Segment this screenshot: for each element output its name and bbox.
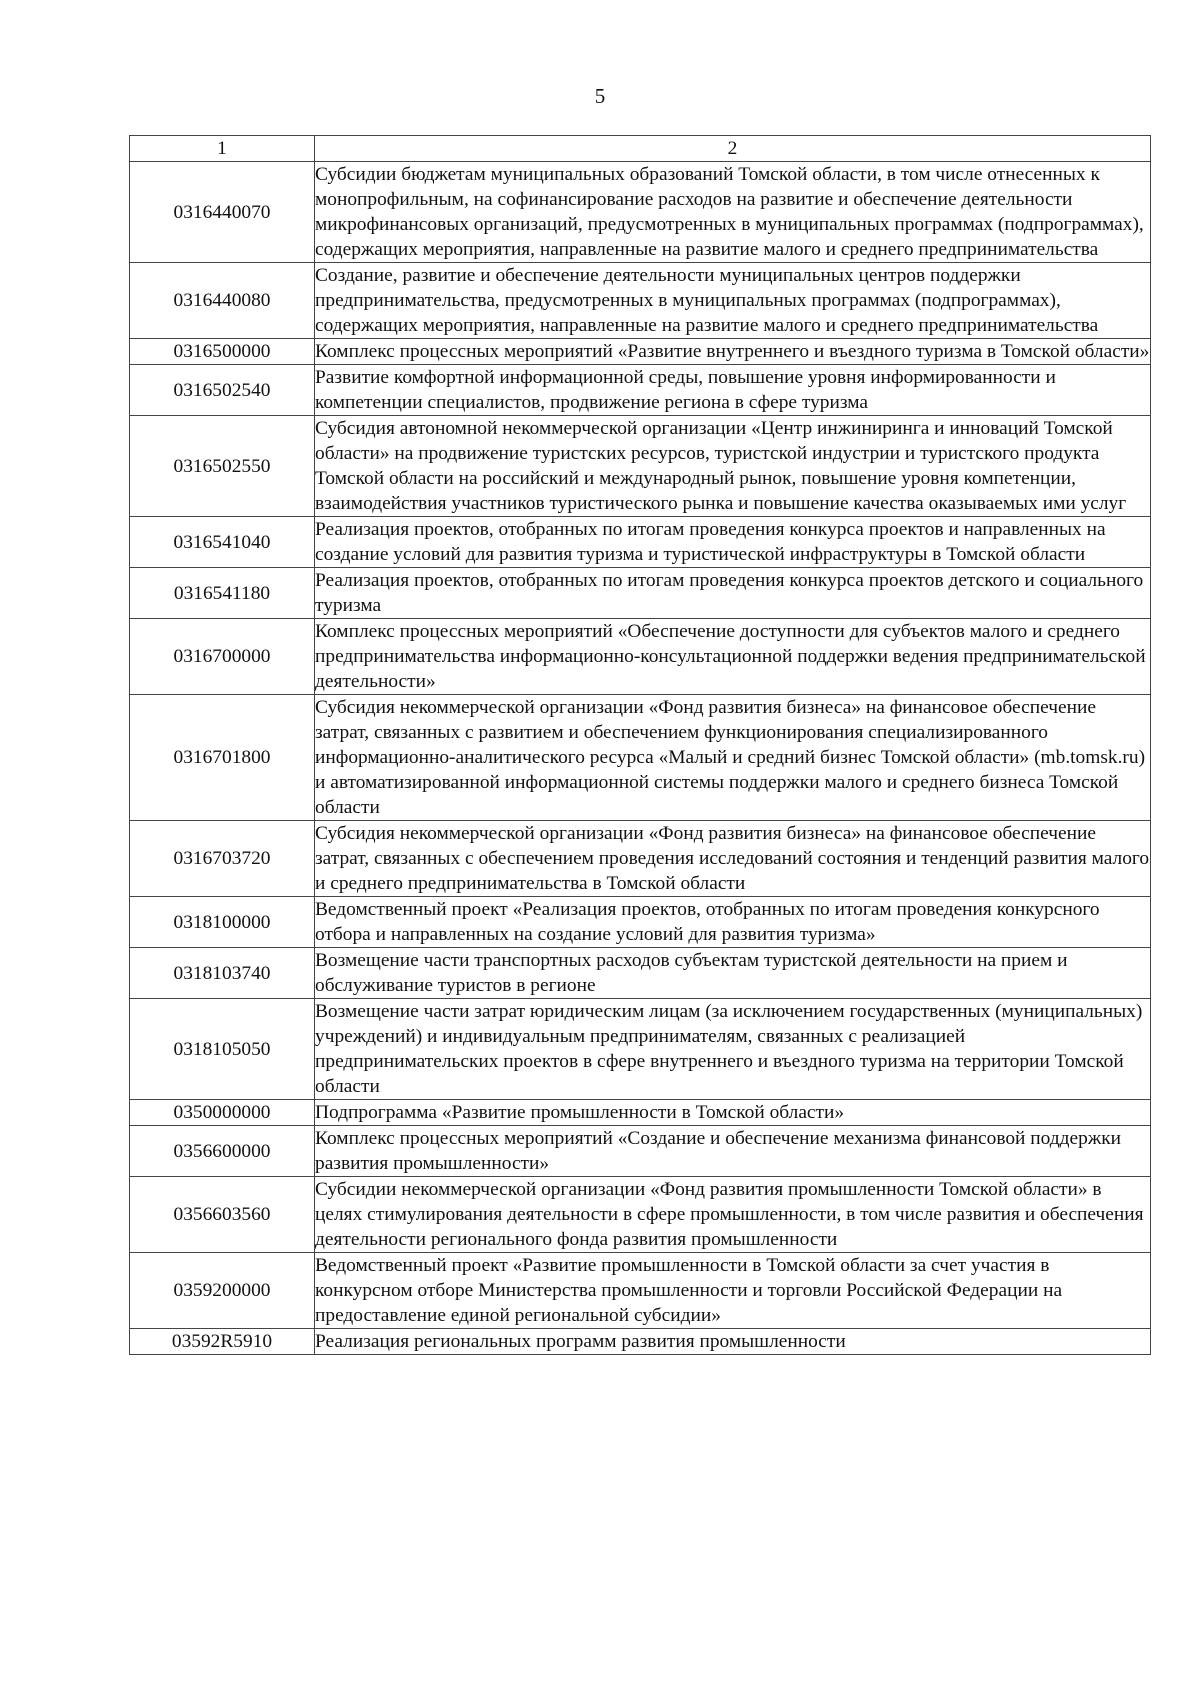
table-row	[130, 517, 1151, 568]
table-row	[130, 897, 1151, 948]
row-description: Субсидии бюджетам муниципальных образований Томской области, в том числе отнесенных к монопрофильным, на софинансирование расходов на развитие и обеспечение деятельности микрофинансовых организаций, предусмотренных в муниципальных программах (подпрограммах), содержащих мероприятия, направленные на развитие малого и среднего предпринимательства	[315, 162, 1151, 263]
table-row	[130, 339, 1151, 365]
table-row	[130, 695, 1151, 821]
row-code: 0316502540	[130, 365, 315, 416]
row-code: 0356600000	[130, 1126, 315, 1177]
row-code: 0318103740	[130, 948, 315, 999]
row-description: Субсидии некоммерческой организации «Фонд развития промышленности Томской области» в целях стимулирования деятельности в сфере промышленности, в том числе развития и обеспечения деятельности регионального фонда развития промышленности	[315, 1177, 1151, 1253]
page-number: 5	[594, 84, 606, 108]
table-row	[130, 1100, 1151, 1126]
row-description: Комплекс процессных мероприятий «Развитие внутреннего и въездного туризма в Томской области»	[315, 339, 1151, 365]
table-row	[130, 1329, 1151, 1355]
table-row	[130, 568, 1151, 619]
row-code: 0316703720	[130, 821, 315, 897]
table-row	[130, 1177, 1151, 1253]
row-code: 0316541180	[130, 568, 315, 619]
row-description: Реализация региональных программ развития промышленности	[315, 1329, 1151, 1355]
row-description: Ведомственный проект «Реализация проектов, отобранных по итогам проведения конкурсного отбора и направленных на создание условий для развития туризма»	[315, 897, 1151, 948]
row-description: Развитие комфортной информационной среды, повышение уровня информированности и компетенции специалистов, продвижение региона в сфере туризма	[315, 365, 1151, 416]
row-code: 0318100000	[130, 897, 315, 948]
row-description: Возмещение части затрат юридическим лицам (за исключением государственных (муниципальных) учреждений) и индивидуальным предпринимателям, связанных с реализацией предпринимательских проектов в сфере внутреннего и въездного туризма на территории Томской области	[315, 999, 1151, 1100]
table-row	[130, 1253, 1151, 1329]
table-row	[130, 999, 1151, 1100]
row-code: 0316502550	[130, 416, 315, 517]
table-row	[130, 1126, 1151, 1177]
row-code: 0316500000	[130, 339, 315, 365]
table-row	[130, 162, 1151, 263]
budget-code-table	[129, 135, 1151, 1355]
row-code: 0316440070	[130, 162, 315, 263]
row-description: Реализация проектов, отобранных по итогам проведения конкурса проектов детского и социального туризма	[315, 568, 1151, 619]
table-row	[130, 263, 1151, 339]
row-description: Субсидия некоммерческой организации «Фонд развития бизнеса» на финансовое обеспечение затрат, связанных с обеспечением проведения исследований состояния и тенденций развития малого и среднего предпринимательства в Томской области	[315, 821, 1151, 897]
row-code: 0359200000	[130, 1253, 315, 1329]
row-code: 0316440080	[130, 263, 315, 339]
row-code: 0350000000	[130, 1100, 315, 1126]
row-code: 0316700000	[130, 619, 315, 695]
row-description: Комплекс процессных мероприятий «Обеспечение доступности для субъектов малого и среднего предпринимательства информационно-консультационной поддержки ведения предпринимательской деятельности»	[315, 619, 1151, 695]
row-code: 0318105050	[130, 999, 315, 1100]
row-code: 03592R5910	[130, 1329, 315, 1355]
table-row	[130, 821, 1151, 897]
row-code: 0356603560	[130, 1177, 315, 1253]
table-row	[130, 619, 1151, 695]
row-description: Комплекс процессных мероприятий «Создание и обеспечение механизма финансовой поддержки развития промышленности»	[315, 1126, 1151, 1177]
column-header-description: 2	[315, 136, 1151, 162]
row-code: 0316541040	[130, 517, 315, 568]
column-header-code: 1	[130, 136, 315, 162]
row-description: Реализация проектов, отобранных по итогам проведения конкурса проектов и направленных на создание условий для развития туризма и туристической инфраструктуры в Томской области	[315, 517, 1151, 568]
row-description: Подпрограмма «Развитие промышленности в Томской области»	[315, 1100, 1151, 1126]
table-row	[130, 416, 1151, 517]
row-code: 0316701800	[130, 695, 315, 821]
row-description: Субсидия автономной некоммерческой организации «Центр инжиниринга и инноваций Томской области» на продвижение туристских ресурсов, туристской индустрии и туристского продукта Томской области на российский и международный рынок, повышение уровня компетенции, взаимодействия участников туристического рынка и повышение качества оказываемых ими услуг	[315, 416, 1151, 517]
row-description: Субсидия некоммерческой организации «Фонд развития бизнеса» на финансовое обеспечение затрат, связанных с развитием и обеспечением функционирования специализированного информационно-аналитического ресурса «Малый и средний бизнес Томской области» (mb.tomsk.ru) и автоматизированной информационной системы поддержки малого и среднего бизнеса Томской области	[315, 695, 1151, 821]
table-header-row	[130, 136, 1151, 162]
table-row	[130, 365, 1151, 416]
row-description: Создание, развитие и обеспечение деятельности муниципальных центров поддержки предпринимательства, предусмотренных в муниципальных программах (подпрограммах), содержащих мероприятия, направленные на развитие малого и среднего предпринимательства	[315, 263, 1151, 339]
row-description: Возмещение части транспортных расходов субъектам туристской деятельности на прием и обслуживание туристов в регионе	[315, 948, 1151, 999]
row-description: Ведомственный проект «Развитие промышленности в Томской области за счет участия в конкурсном отборе Министерства промышленности и торговли Российской Федерации на предоставление единой региональной субсидии»	[315, 1253, 1151, 1329]
table-row	[130, 948, 1151, 999]
